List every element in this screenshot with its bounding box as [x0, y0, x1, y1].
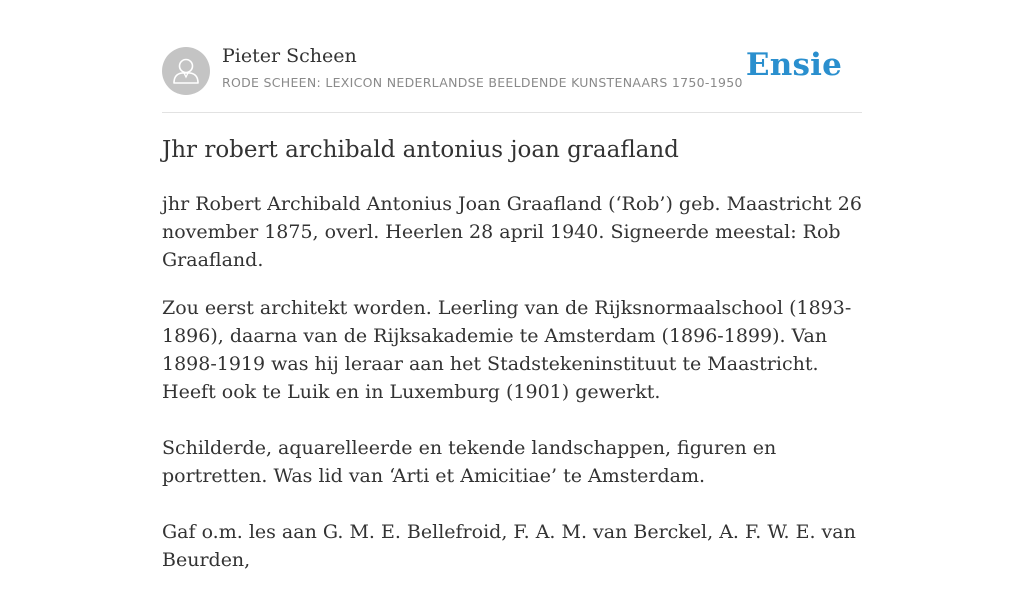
- ensie-logo[interactable]: Ensie: [745, 47, 842, 83]
- page-container: [162, 0, 862, 571]
- author-avatar[interactable]: [162, 47, 210, 95]
- author-name[interactable]: Pieter Scheen: [222, 45, 357, 67]
- article-title: Jhr robert archibald antonius joan graafland: [162, 137, 679, 163]
- user-icon: [162, 47, 210, 95]
- paragraph-students: Gaf o.m. les aan G. M. E. Bellefroid, F. A. M. van Berckel, A. F. W. E. van Beurden,: [162, 521, 856, 571]
- article-header: [162, 0, 862, 113]
- paragraph-work: Schilderde, aquarelleerde en tekende landschappen, figuren en portretten. Was lid van ‘Arti et Amicitiae’ te Amsterdam.: [162, 437, 777, 487]
- paragraph-birth: jhr Robert Archibald Antonius Joan Graafland (‘Rob’) geb. Maastricht 26 november 1875, overl. Heerlen 28 april 1940. Signeerde meestal: Rob Graafland.: [162, 193, 862, 271]
- article-body: [162, 190, 862, 594]
- paragraph-education: Zou eerst architekt worden. Leerling van de Rijksnormaalschool (1893-1896), daarna van de Rijksakademie te Amsterdam (1896-1899). Van 1898-1919 was hij leraar aan het Stadstekeninstituut te Maastricht. Heeft ook te Luik en in Luxemburg (1901) gewerkt.: [162, 297, 852, 403]
- source-title[interactable]: RODE SCHEEN: LEXICON NEDERLANDSE BEELDENDE KUNSTENAARS 1750-1950: [222, 75, 743, 90]
